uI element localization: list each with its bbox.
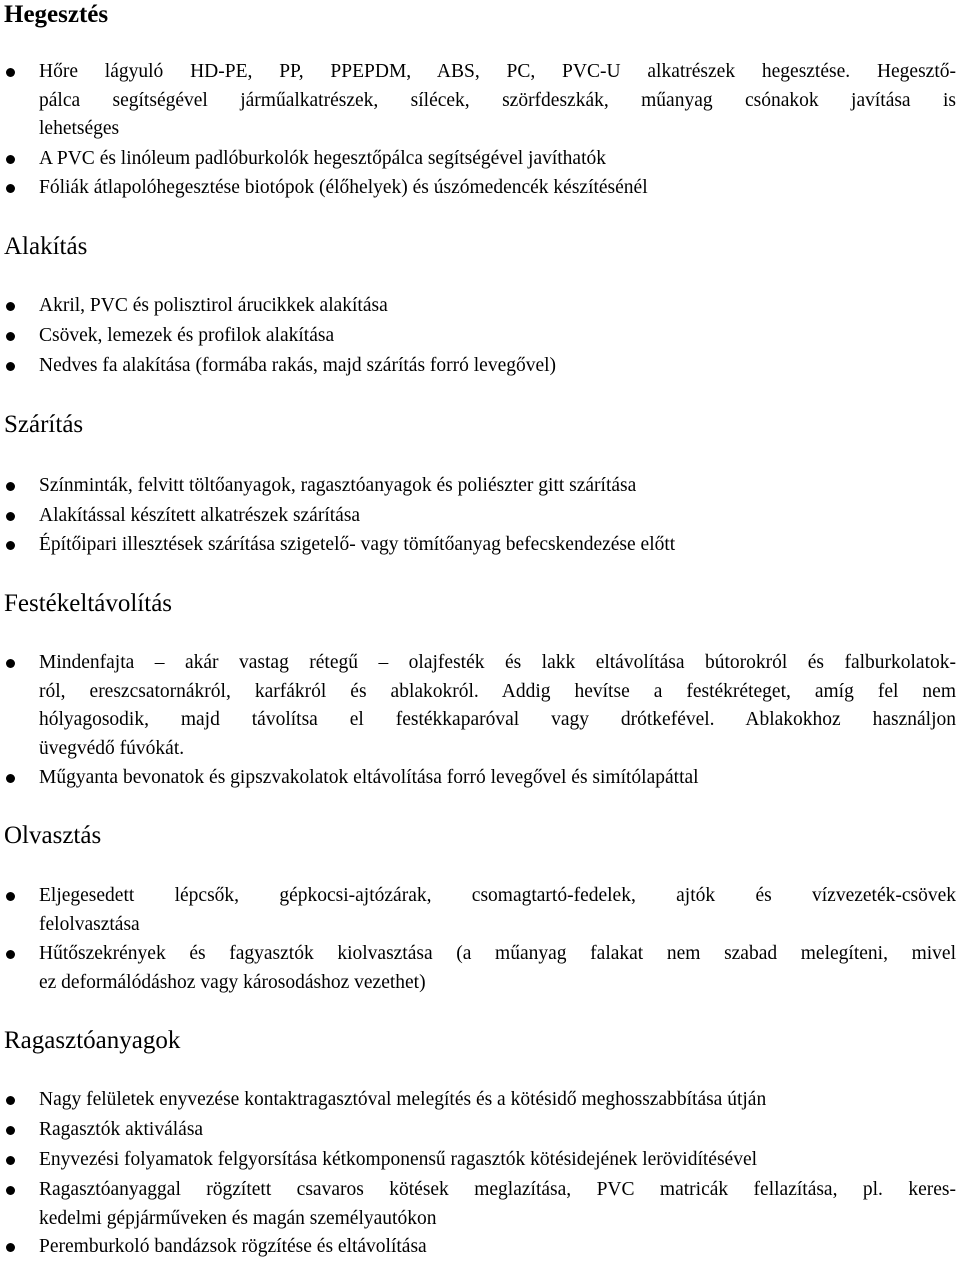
item-line: Hőre lágyuló HD-PE, PP, PPEPDM, ABS, PC, PVC-U alkatrészek hegesztése. Hegesztő- <box>39 61 956 82</box>
item-line: üvegvédő fúvókát. <box>39 737 185 759</box>
item-line: kedelmi gépjárműveken és magán személyautókon <box>39 1207 437 1229</box>
section-title-szaritas: Szárítás <box>4 411 84 438</box>
item-line: Nedves fa alakítása (formába rakás, majd szárítás forró levegővel) <box>39 355 557 376</box>
item-line: Ragasztók aktiválása <box>39 1119 204 1140</box>
bullet-icon <box>6 892 15 901</box>
item-line: Eljegesedett lépcsők, gépkocsi-ajtózárak, csomagtartó-fedelek, ajtók és vízvezeték-csövek <box>39 885 956 906</box>
item-line: felolvasztása <box>39 913 140 935</box>
section-title-alakitas: Alakítás <box>4 233 88 260</box>
bullet-icon <box>6 155 15 164</box>
item-line: ez deformálódáshoz vagy károsodáshoz vezethet) <box>39 971 426 993</box>
item-line: Akril, PVC és polisztirol árucikkek alakítása <box>39 295 388 316</box>
item-line: Ragasztóanyaggal rögzített csavaros kötések meglazítása, PVC matricák fellazítása, pl. keres- <box>39 1179 956 1200</box>
item-line: Műgyanta bevonatok és gipszvakolatok eltávolítása forró levegővel és simítólapáttal <box>39 767 699 788</box>
bullet-icon <box>6 950 15 959</box>
item-line: Hűtőszekrények és fagyasztók kiolvasztása (a műanyag falakat nem szabad melegíteni, mivel <box>39 943 956 964</box>
item-line: Nagy felületek enyvezése kontaktragasztóval melegítés és a kötésidő meghosszabbítása útján <box>39 1089 767 1110</box>
item-line: lehetséges <box>39 118 120 139</box>
item-line: Csövek, lemezek és profilok alakítása <box>39 325 335 346</box>
bullet-icon <box>6 1126 15 1135</box>
bullet-icon <box>6 541 15 550</box>
bullet-icon <box>6 302 15 311</box>
section-title-festekeltavolitas: Festékeltávolítás <box>4 590 173 617</box>
item-line: Építőipari illesztések szárítása szigetelő- vagy tömítőanyag befecskendezése előtt <box>39 534 676 555</box>
bullet-icon <box>6 1186 15 1195</box>
bullet-icon <box>6 1243 15 1252</box>
bullet-icon <box>6 512 15 521</box>
bullet-icon <box>6 659 15 668</box>
item-line: Színminták, felvitt töltőanyagok, ragasztóanyagok és poliészter gitt szárítása <box>39 475 637 496</box>
item-line: ról, ereszcsatornákról, karfákról és ablakokról. Addig hevítse a festékréteget, amíg fel nem <box>39 680 956 702</box>
section-title-hegesztes: Hegesztés <box>4 1 109 28</box>
item-line: Peremburkoló bandázsok rögzítése és eltávolítása <box>39 1236 427 1257</box>
bullet-icon <box>6 184 15 193</box>
bullet-icon <box>6 482 15 491</box>
bullet-icon <box>6 774 15 783</box>
item-line: Mindenfajta – akár vastag rétegű – olajfesték és lakk eltávolítása bútorokról és falburkolatok- <box>39 652 956 673</box>
section-title-ragasztoanyagok: Ragasztóanyagok <box>4 1027 181 1054</box>
item-line: Fóliák átlapolóhegesztése biotópok (élőhelyek) és úszómedencék készítésénél <box>39 177 648 198</box>
item-line: Alakítással készített alkatrészek szárítása <box>39 505 361 526</box>
bullet-icon <box>6 362 15 371</box>
bullet-icon <box>6 1096 15 1105</box>
section-title-olvasztas: Olvasztás <box>4 822 102 849</box>
item-line: hólyagosodik, majd távolítsa el festékkaparóval vagy drótkefével. Ablakokhoz használjon <box>39 709 956 730</box>
item-line: A PVC és linóleum padlóburkolók hegesztőpálca segítségével javíthatók <box>39 148 607 169</box>
item-line: Enyvezési folyamatok felgyorsítása kétkomponensű ragasztók kötésidejének lerövidítésével <box>39 1149 758 1170</box>
bullet-icon <box>6 332 15 341</box>
item-line: pálca segítségével járműalkatrészek, sílécek, szörfdeszkák, műanyag csónakok javítása is <box>39 89 956 111</box>
bullet-icon <box>6 68 15 77</box>
bullet-icon <box>6 1156 15 1165</box>
